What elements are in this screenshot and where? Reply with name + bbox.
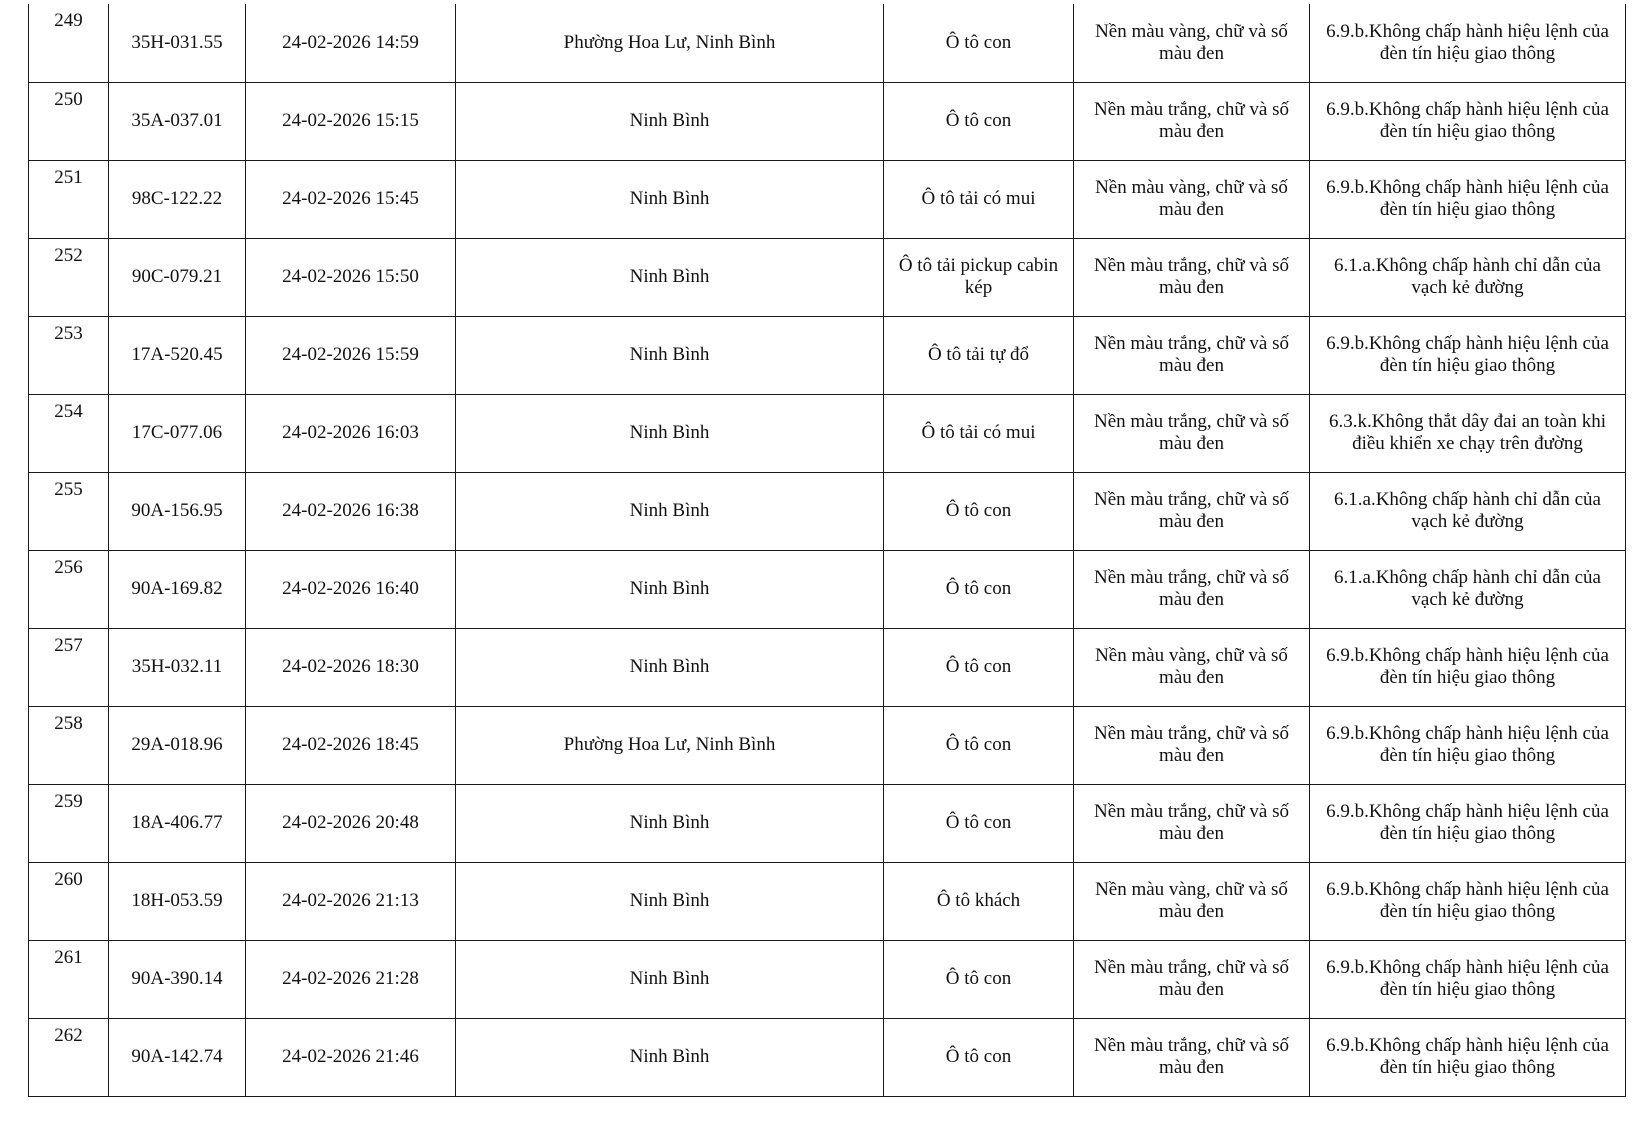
violation-time-cell: 24-02-2026 15:50 <box>246 238 456 316</box>
violation-location-cell: Ninh Bình <box>456 394 884 472</box>
row-number-cell: 254 <box>29 394 109 472</box>
violation-time-cell: 24-02-2026 20:48 <box>246 784 456 862</box>
license-plate-cell: 35H-032.11 <box>109 628 246 706</box>
violation-time-cell: 24-02-2026 16:38 <box>246 472 456 550</box>
row-number-cell: 258 <box>29 706 109 784</box>
row-number-cell: 249 <box>29 4 109 82</box>
table-row <box>29 1018 1626 1096</box>
plate-color-cell: Nền màu trắng, chữ và số màu đen <box>1074 394 1310 472</box>
violation-time-cell: 24-02-2026 21:28 <box>246 940 456 1018</box>
license-plate-cell: 35A-037.01 <box>109 82 246 160</box>
violation-location-cell: Phường Hoa Lư, Ninh Bình <box>456 706 884 784</box>
violation-description-cell: 6.1.a.Không chấp hành chỉ dẫn của vạch kẻ đường <box>1310 472 1626 550</box>
vehicle-type-cell: Ô tô con <box>884 1018 1074 1096</box>
violation-description-cell: 6.9.b.Không chấp hành hiệu lệnh của đèn tín hiệu giao thông <box>1310 628 1626 706</box>
violation-time-cell: 24-02-2026 18:30 <box>246 628 456 706</box>
violation-description-cell: 6.1.a.Không chấp hành chỉ dẫn của vạch kẻ đường <box>1310 238 1626 316</box>
license-plate-cell: 35H-031.55 <box>109 4 246 82</box>
vehicle-type-cell: Ô tô con <box>884 472 1074 550</box>
violation-time-cell: 24-02-2026 15:15 <box>246 82 456 160</box>
vehicle-type-cell: Ô tô tải có mui <box>884 394 1074 472</box>
table-row <box>29 628 1626 706</box>
vehicle-type-cell: Ô tô con <box>884 628 1074 706</box>
violation-location-cell: Ninh Bình <box>456 628 884 706</box>
violation-time-cell: 24-02-2026 16:40 <box>246 550 456 628</box>
violation-location-cell: Ninh Bình <box>456 160 884 238</box>
violation-time-cell: 24-02-2026 15:45 <box>246 160 456 238</box>
row-number-cell: 262 <box>29 1018 109 1096</box>
plate-color-cell: Nền màu trắng, chữ và số màu đen <box>1074 238 1310 316</box>
license-plate-cell: 90A-156.95 <box>109 472 246 550</box>
violation-time-cell: 24-02-2026 21:13 <box>246 862 456 940</box>
license-plate-cell: 17C-077.06 <box>109 394 246 472</box>
row-number-cell: 257 <box>29 628 109 706</box>
violation-description-cell: 6.9.b.Không chấp hành hiệu lệnh của đèn tín hiệu giao thông <box>1310 4 1626 82</box>
row-number-cell: 250 <box>29 82 109 160</box>
plate-color-cell: Nền màu trắng, chữ và số màu đen <box>1074 550 1310 628</box>
table-row <box>29 4 1626 82</box>
violation-time-cell: 24-02-2026 18:45 <box>246 706 456 784</box>
violation-description-cell: 6.9.b.Không chấp hành hiệu lệnh của đèn tín hiệu giao thông <box>1310 1018 1626 1096</box>
table-row <box>29 394 1626 472</box>
plate-color-cell: Nền màu trắng, chữ và số màu đen <box>1074 1018 1310 1096</box>
violation-time-cell: 24-02-2026 16:03 <box>246 394 456 472</box>
vehicle-type-cell: Ô tô tải pickup cabin kép <box>884 238 1074 316</box>
license-plate-cell: 29A-018.96 <box>109 706 246 784</box>
vehicle-type-cell: Ô tô con <box>884 940 1074 1018</box>
violation-description-cell: 6.1.a.Không chấp hành chỉ dẫn của vạch kẻ đường <box>1310 550 1626 628</box>
violation-time-cell: 24-02-2026 21:46 <box>246 1018 456 1096</box>
table-row <box>29 706 1626 784</box>
row-number-cell: 259 <box>29 784 109 862</box>
table-row <box>29 82 1626 160</box>
violation-location-cell: Ninh Bình <box>456 238 884 316</box>
vehicle-type-cell: Ô tô tải tự đổ <box>884 316 1074 394</box>
license-plate-cell: 17A-520.45 <box>109 316 246 394</box>
violation-description-cell: 6.3.k.Không thắt dây đai an toàn khi điều khiển xe chạy trên đường <box>1310 394 1626 472</box>
row-number-cell: 260 <box>29 862 109 940</box>
row-number-cell: 253 <box>29 316 109 394</box>
violation-location-cell: Ninh Bình <box>456 316 884 394</box>
violation-location-cell: Ninh Bình <box>456 940 884 1018</box>
plate-color-cell: Nền màu trắng, chữ và số màu đen <box>1074 82 1310 160</box>
table-row <box>29 238 1626 316</box>
table-row <box>29 862 1626 940</box>
violation-description-cell: 6.9.b.Không chấp hành hiệu lệnh của đèn tín hiệu giao thông <box>1310 862 1626 940</box>
violation-location-cell: Ninh Bình <box>456 550 884 628</box>
plate-color-cell: Nền màu trắng, chữ và số màu đen <box>1074 940 1310 1018</box>
plate-color-cell: Nền màu vàng, chữ và số màu đen <box>1074 862 1310 940</box>
violation-description-cell: 6.9.b.Không chấp hành hiệu lệnh của đèn tín hiệu giao thông <box>1310 940 1626 1018</box>
vehicle-type-cell: Ô tô con <box>884 82 1074 160</box>
table-row <box>29 160 1626 238</box>
violation-description-cell: 6.9.b.Không chấp hành hiệu lệnh của đèn tín hiệu giao thông <box>1310 82 1626 160</box>
violation-location-cell: Ninh Bình <box>456 1018 884 1096</box>
row-number-cell: 252 <box>29 238 109 316</box>
license-plate-cell: 18A-406.77 <box>109 784 246 862</box>
violation-description-cell: 6.9.b.Không chấp hành hiệu lệnh của đèn tín hiệu giao thông <box>1310 784 1626 862</box>
table-row <box>29 784 1626 862</box>
row-number-cell: 251 <box>29 160 109 238</box>
violation-description-cell: 6.9.b.Không chấp hành hiệu lệnh của đèn tín hiệu giao thông <box>1310 160 1626 238</box>
license-plate-cell: 18H-053.59 <box>109 862 246 940</box>
plate-color-cell: Nền màu trắng, chữ và số màu đen <box>1074 706 1310 784</box>
violation-time-cell: 24-02-2026 14:59 <box>246 4 456 82</box>
plate-color-cell: Nền màu trắng, chữ và số màu đen <box>1074 472 1310 550</box>
table-row <box>29 940 1626 1018</box>
row-number-cell: 261 <box>29 940 109 1018</box>
violations-table <box>28 4 1626 1097</box>
license-plate-cell: 98C-122.22 <box>109 160 246 238</box>
violation-description-cell: 6.9.b.Không chấp hành hiệu lệnh của đèn tín hiệu giao thông <box>1310 706 1626 784</box>
violation-location-cell: Ninh Bình <box>456 862 884 940</box>
vehicle-type-cell: Ô tô con <box>884 706 1074 784</box>
plate-color-cell: Nền màu trắng, chữ và số màu đen <box>1074 316 1310 394</box>
vehicle-type-cell: Ô tô con <box>884 4 1074 82</box>
violation-location-cell: Ninh Bình <box>456 472 884 550</box>
vehicle-type-cell: Ô tô con <box>884 550 1074 628</box>
violation-location-cell: Phường Hoa Lư, Ninh Bình <box>456 4 884 82</box>
plate-color-cell: Nền màu vàng, chữ và số màu đen <box>1074 160 1310 238</box>
violation-time-cell: 24-02-2026 15:59 <box>246 316 456 394</box>
violation-location-cell: Ninh Bình <box>456 784 884 862</box>
table-row <box>29 316 1626 394</box>
vehicle-type-cell: Ô tô khách <box>884 862 1074 940</box>
violation-description-cell: 6.9.b.Không chấp hành hiệu lệnh của đèn tín hiệu giao thông <box>1310 316 1626 394</box>
vehicle-type-cell: Ô tô con <box>884 784 1074 862</box>
vehicle-type-cell: Ô tô tải có mui <box>884 160 1074 238</box>
license-plate-cell: 90A-390.14 <box>109 940 246 1018</box>
plate-color-cell: Nền màu vàng, chữ và số màu đen <box>1074 4 1310 82</box>
row-number-cell: 255 <box>29 472 109 550</box>
license-plate-cell: 90A-142.74 <box>109 1018 246 1096</box>
table-body <box>29 4 1626 1096</box>
plate-color-cell: Nền màu trắng, chữ và số màu đen <box>1074 784 1310 862</box>
table-row <box>29 550 1626 628</box>
row-number-cell: 256 <box>29 550 109 628</box>
violation-location-cell: Ninh Bình <box>456 82 884 160</box>
license-plate-cell: 90A-169.82 <box>109 550 246 628</box>
license-plate-cell: 90C-079.21 <box>109 238 246 316</box>
plate-color-cell: Nền màu vàng, chữ và số màu đen <box>1074 628 1310 706</box>
table-row <box>29 472 1626 550</box>
